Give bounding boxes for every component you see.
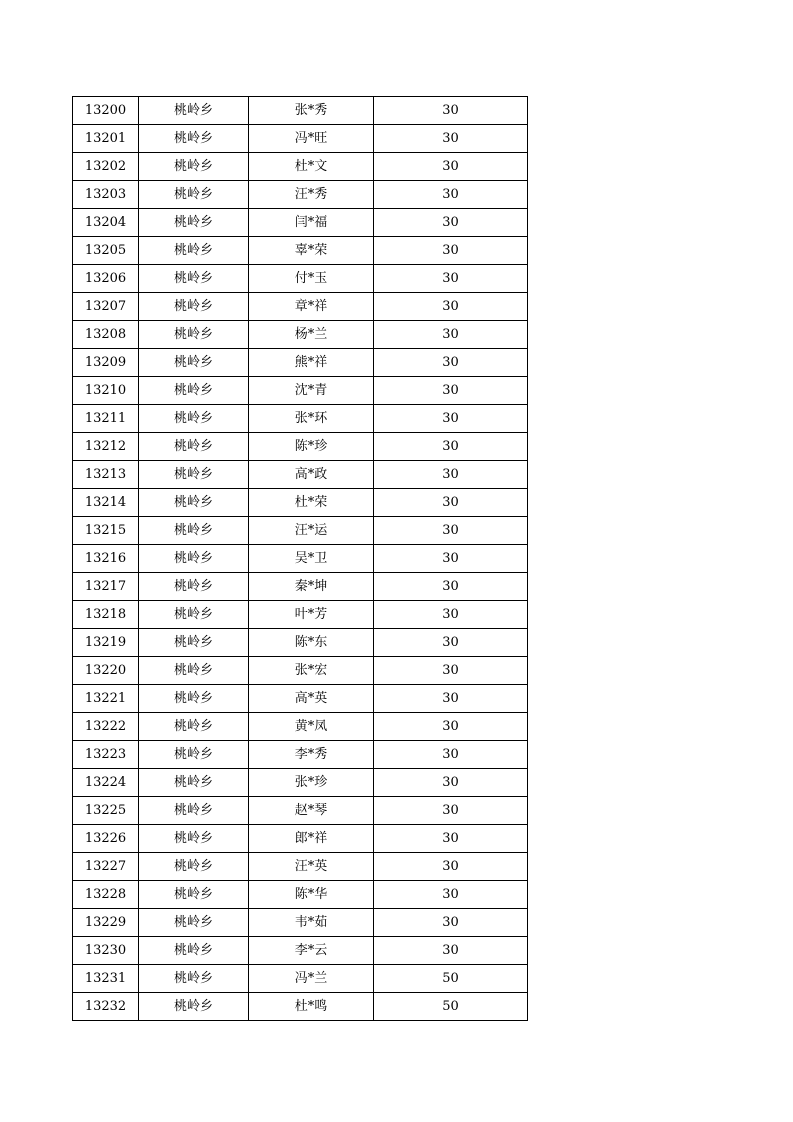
cell-id: 13200 — [73, 97, 139, 125]
table-row — [73, 657, 528, 685]
cell-amount: 30 — [374, 657, 528, 685]
cell-amount: 30 — [374, 377, 528, 405]
cell-id: 13202 — [73, 153, 139, 181]
cell-id: 13229 — [73, 909, 139, 937]
cell-id: 13230 — [73, 937, 139, 965]
cell-name: 冯*兰 — [249, 965, 374, 993]
cell-id: 13205 — [73, 237, 139, 265]
table-row — [73, 153, 528, 181]
table-row — [73, 377, 528, 405]
table-row — [73, 741, 528, 769]
cell-id: 13214 — [73, 489, 139, 517]
cell-id: 13217 — [73, 573, 139, 601]
cell-name: 赵*琴 — [249, 797, 374, 825]
table-row — [73, 209, 528, 237]
cell-town: 桃岭乡 — [139, 489, 249, 517]
cell-town: 桃岭乡 — [139, 349, 249, 377]
table-row — [73, 685, 528, 713]
table-row — [73, 265, 528, 293]
table-row — [73, 965, 528, 993]
table-row — [73, 769, 528, 797]
table-row — [73, 181, 528, 209]
cell-name: 付*玉 — [249, 265, 374, 293]
cell-town: 桃岭乡 — [139, 881, 249, 909]
cell-amount: 30 — [374, 237, 528, 265]
cell-id: 13213 — [73, 461, 139, 489]
cell-town: 桃岭乡 — [139, 153, 249, 181]
cell-name: 冯*旺 — [249, 125, 374, 153]
cell-id: 13220 — [73, 657, 139, 685]
cell-amount: 30 — [374, 797, 528, 825]
cell-name: 黄*凤 — [249, 713, 374, 741]
cell-amount: 30 — [374, 517, 528, 545]
table-row — [73, 629, 528, 657]
cell-name: 高*英 — [249, 685, 374, 713]
cell-name: 辜*荣 — [249, 237, 374, 265]
cell-amount: 30 — [374, 97, 528, 125]
cell-name: 陈*东 — [249, 629, 374, 657]
cell-town: 桃岭乡 — [139, 237, 249, 265]
table-row — [73, 825, 528, 853]
cell-id: 13228 — [73, 881, 139, 909]
cell-id: 13203 — [73, 181, 139, 209]
cell-town: 桃岭乡 — [139, 405, 249, 433]
cell-amount: 30 — [374, 601, 528, 629]
table-row — [73, 461, 528, 489]
cell-town: 桃岭乡 — [139, 629, 249, 657]
cell-town: 桃岭乡 — [139, 293, 249, 321]
cell-amount: 30 — [374, 713, 528, 741]
cell-town: 桃岭乡 — [139, 181, 249, 209]
cell-amount: 30 — [374, 209, 528, 237]
cell-town: 桃岭乡 — [139, 741, 249, 769]
cell-town: 桃岭乡 — [139, 797, 249, 825]
cell-name: 张*秀 — [249, 97, 374, 125]
cell-town: 桃岭乡 — [139, 461, 249, 489]
cell-amount: 30 — [374, 685, 528, 713]
cell-town: 桃岭乡 — [139, 909, 249, 937]
table-row — [73, 237, 528, 265]
cell-town: 桃岭乡 — [139, 713, 249, 741]
cell-id: 13225 — [73, 797, 139, 825]
cell-name: 张*宏 — [249, 657, 374, 685]
table-row — [73, 797, 528, 825]
cell-name: 汪*运 — [249, 517, 374, 545]
cell-name: 汪*英 — [249, 853, 374, 881]
cell-town: 桃岭乡 — [139, 993, 249, 1021]
table-row — [73, 433, 528, 461]
cell-id: 13216 — [73, 545, 139, 573]
cell-amount: 30 — [374, 629, 528, 657]
cell-name: 章*祥 — [249, 293, 374, 321]
table-row — [73, 405, 528, 433]
register-table-body — [73, 97, 528, 1021]
table-row — [73, 125, 528, 153]
table-row — [73, 517, 528, 545]
cell-name: 郎*祥 — [249, 825, 374, 853]
cell-amount: 30 — [374, 825, 528, 853]
cell-id: 13221 — [73, 685, 139, 713]
cell-amount: 30 — [374, 937, 528, 965]
cell-amount: 50 — [374, 965, 528, 993]
table-row — [73, 97, 528, 125]
cell-amount: 30 — [374, 265, 528, 293]
cell-id: 13210 — [73, 377, 139, 405]
cell-id: 13211 — [73, 405, 139, 433]
cell-amount: 30 — [374, 489, 528, 517]
cell-id: 13222 — [73, 713, 139, 741]
cell-town: 桃岭乡 — [139, 433, 249, 461]
cell-town: 桃岭乡 — [139, 965, 249, 993]
cell-name: 秦*坤 — [249, 573, 374, 601]
table-row — [73, 993, 528, 1021]
cell-town: 桃岭乡 — [139, 265, 249, 293]
cell-name: 闫*福 — [249, 209, 374, 237]
cell-name: 张*环 — [249, 405, 374, 433]
cell-amount: 30 — [374, 153, 528, 181]
cell-id: 13204 — [73, 209, 139, 237]
cell-amount: 30 — [374, 741, 528, 769]
table-row — [73, 349, 528, 377]
cell-amount: 30 — [374, 125, 528, 153]
cell-amount: 50 — [374, 993, 528, 1021]
cell-name: 汪*秀 — [249, 181, 374, 209]
cell-amount: 30 — [374, 405, 528, 433]
cell-id: 13209 — [73, 349, 139, 377]
table-row — [73, 293, 528, 321]
cell-name: 熊*祥 — [249, 349, 374, 377]
cell-town: 桃岭乡 — [139, 937, 249, 965]
cell-name: 沈*青 — [249, 377, 374, 405]
cell-town: 桃岭乡 — [139, 825, 249, 853]
cell-id: 13232 — [73, 993, 139, 1021]
cell-town: 桃岭乡 — [139, 601, 249, 629]
cell-amount: 30 — [374, 545, 528, 573]
cell-id: 13207 — [73, 293, 139, 321]
cell-name: 李*秀 — [249, 741, 374, 769]
cell-name: 陈*珍 — [249, 433, 374, 461]
cell-name: 杨*兰 — [249, 321, 374, 349]
table-row — [73, 853, 528, 881]
cell-name: 吴*卫 — [249, 545, 374, 573]
cell-id: 13224 — [73, 769, 139, 797]
cell-town: 桃岭乡 — [139, 769, 249, 797]
table-row — [73, 601, 528, 629]
cell-id: 13226 — [73, 825, 139, 853]
cell-town: 桃岭乡 — [139, 209, 249, 237]
cell-town: 桃岭乡 — [139, 125, 249, 153]
table-row — [73, 573, 528, 601]
table-row — [73, 545, 528, 573]
cell-name: 韦*茹 — [249, 909, 374, 937]
cell-amount: 30 — [374, 181, 528, 209]
cell-name: 杜*鸣 — [249, 993, 374, 1021]
register-table — [72, 96, 528, 1021]
cell-amount: 30 — [374, 433, 528, 461]
cell-town: 桃岭乡 — [139, 321, 249, 349]
cell-amount: 30 — [374, 909, 528, 937]
cell-name: 张*珍 — [249, 769, 374, 797]
cell-amount: 30 — [374, 321, 528, 349]
cell-town: 桃岭乡 — [139, 545, 249, 573]
cell-town: 桃岭乡 — [139, 573, 249, 601]
table-row — [73, 713, 528, 741]
table-row — [73, 909, 528, 937]
cell-id: 13218 — [73, 601, 139, 629]
cell-id: 13201 — [73, 125, 139, 153]
cell-id: 13208 — [73, 321, 139, 349]
cell-amount: 30 — [374, 769, 528, 797]
table-row — [73, 881, 528, 909]
cell-town: 桃岭乡 — [139, 517, 249, 545]
cell-amount: 30 — [374, 573, 528, 601]
cell-town: 桃岭乡 — [139, 377, 249, 405]
cell-amount: 30 — [374, 293, 528, 321]
cell-town: 桃岭乡 — [139, 97, 249, 125]
cell-name: 陈*华 — [249, 881, 374, 909]
table-row — [73, 937, 528, 965]
cell-amount: 30 — [374, 349, 528, 377]
cell-id: 13219 — [73, 629, 139, 657]
cell-town: 桃岭乡 — [139, 685, 249, 713]
cell-id: 13212 — [73, 433, 139, 461]
cell-name: 李*云 — [249, 937, 374, 965]
cell-id: 13223 — [73, 741, 139, 769]
cell-id: 13231 — [73, 965, 139, 993]
cell-name: 杜*荣 — [249, 489, 374, 517]
table-row — [73, 489, 528, 517]
table-row — [73, 321, 528, 349]
cell-id: 13215 — [73, 517, 139, 545]
cell-town: 桃岭乡 — [139, 853, 249, 881]
cell-id: 13206 — [73, 265, 139, 293]
cell-amount: 30 — [374, 461, 528, 489]
cell-amount: 30 — [374, 853, 528, 881]
cell-name: 高*政 — [249, 461, 374, 489]
cell-town: 桃岭乡 — [139, 657, 249, 685]
cell-name: 叶*芳 — [249, 601, 374, 629]
cell-name: 杜*文 — [249, 153, 374, 181]
cell-id: 13227 — [73, 853, 139, 881]
cell-amount: 30 — [374, 881, 528, 909]
